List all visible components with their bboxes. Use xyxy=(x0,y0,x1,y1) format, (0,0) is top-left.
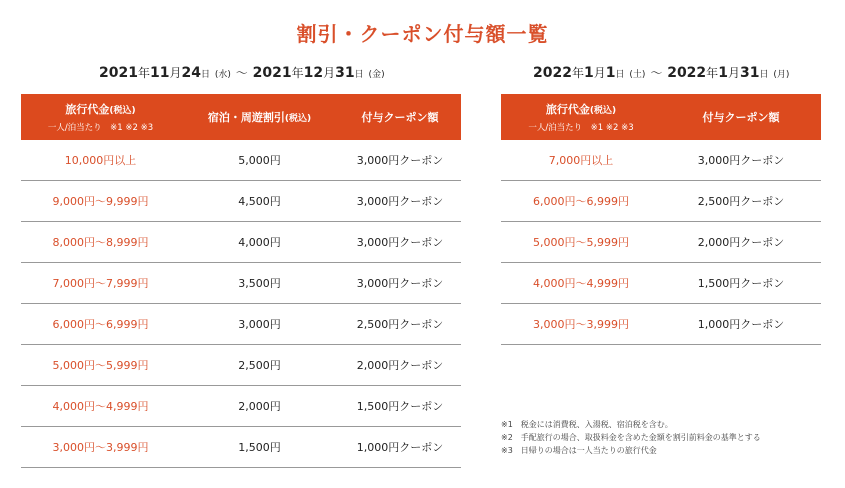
price-range-cell: 5,000円～5,999円 xyxy=(21,345,180,386)
table-row xyxy=(21,181,461,222)
discount-cell: 3,000円 xyxy=(180,304,339,345)
table-row xyxy=(501,222,821,263)
table-row xyxy=(21,263,461,304)
coupon-table-right xyxy=(501,94,821,345)
price-range-cell: 5,000円～5,999円 xyxy=(501,222,661,263)
price-range-cell: 3,000円～3,999円 xyxy=(501,304,661,345)
table-row xyxy=(501,140,821,181)
price-range-cell: 4,000円～4,999円 xyxy=(501,263,661,304)
coupon-cell: 2,500円クーポン xyxy=(661,181,821,222)
header-travel-price: 旅行代金(税込) 一人/泊当たり ※1 ※2 ※3 xyxy=(501,94,661,140)
table-row xyxy=(21,345,461,386)
table-row xyxy=(501,263,821,304)
price-range-cell: 6,000円～6,999円 xyxy=(21,304,180,345)
period-left: 2021年11月24日 (水) ～ 2021年12月31日 (金) xyxy=(99,65,385,81)
price-range-cell: 7,000円～7,999円 xyxy=(21,263,180,304)
header-discount: 宿泊・周遊割引(税込) xyxy=(180,94,339,140)
table-row xyxy=(21,304,461,345)
coupon-cell: 1,500円クーポン xyxy=(339,386,461,427)
header-coupon: 付与クーポン額 xyxy=(661,94,821,140)
price-range-cell: 7,000円以上 xyxy=(501,140,661,181)
price-range-cell: 9,000円～9,999円 xyxy=(21,181,180,222)
price-range-cell: 6,000円～6,999円 xyxy=(501,181,661,222)
footnotes xyxy=(501,418,761,457)
price-range-cell: 4,000円～4,999円 xyxy=(21,386,180,427)
footnote: ※2 手配旅行の場合、取扱料金を含めた金額を割引前料金の基準とする xyxy=(501,433,761,442)
price-range-cell: 10,000円以上 xyxy=(21,140,180,181)
header-travel-price: 旅行代金(税込) 一人/泊当たり ※1 ※2 ※3 xyxy=(21,94,180,140)
footnote: ※3 日帰りの場合は一人当たりの旅行代金 xyxy=(501,446,657,455)
period-right: 2022年1月1日 (土) ～ 2022年1月31日 (月) xyxy=(533,65,790,81)
coupon-cell: 2,000円クーポン xyxy=(339,345,461,386)
table-row xyxy=(501,304,821,345)
price-range-cell: 8,000円～8,999円 xyxy=(21,222,180,263)
discount-cell: 3,500円 xyxy=(180,263,339,304)
table-row xyxy=(21,222,461,263)
price-range-cell: 3,000円～3,999円 xyxy=(21,427,180,468)
coupon-cell: 3,000円クーポン xyxy=(339,140,461,181)
coupon-cell: 2,500円クーポン xyxy=(339,304,461,345)
discount-cell: 2,000円 xyxy=(180,386,339,427)
table-row xyxy=(501,181,821,222)
table-row xyxy=(21,427,461,468)
table-header-row xyxy=(501,94,821,140)
discount-cell: 5,000円 xyxy=(180,140,339,181)
table-row xyxy=(21,140,461,181)
footnote: ※1 税金には消費税、入湯税、宿泊税を含む。 xyxy=(501,420,673,429)
coupon-table-left xyxy=(21,94,461,468)
coupon-cell: 3,000円クーポン xyxy=(339,222,461,263)
coupon-cell: 1,000円クーポン xyxy=(661,304,821,345)
table-header-row xyxy=(21,94,461,140)
discount-cell: 4,000円 xyxy=(180,222,339,263)
table-row xyxy=(21,386,461,427)
coupon-cell: 2,000円クーポン xyxy=(661,222,821,263)
coupon-cell: 3,000円クーポン xyxy=(339,263,461,304)
header-coupon: 付与クーポン額 xyxy=(339,94,461,140)
coupon-cell: 1,000円クーポン xyxy=(339,427,461,468)
coupon-cell: 3,000円クーポン xyxy=(339,181,461,222)
discount-cell: 1,500円 xyxy=(180,427,339,468)
page-title: 割引・クーポン付与額一覧 xyxy=(296,22,549,46)
discount-cell: 4,500円 xyxy=(180,181,339,222)
coupon-cell: 1,500円クーポン xyxy=(661,263,821,304)
discount-cell: 2,500円 xyxy=(180,345,339,386)
coupon-cell: 3,000円クーポン xyxy=(661,140,821,181)
